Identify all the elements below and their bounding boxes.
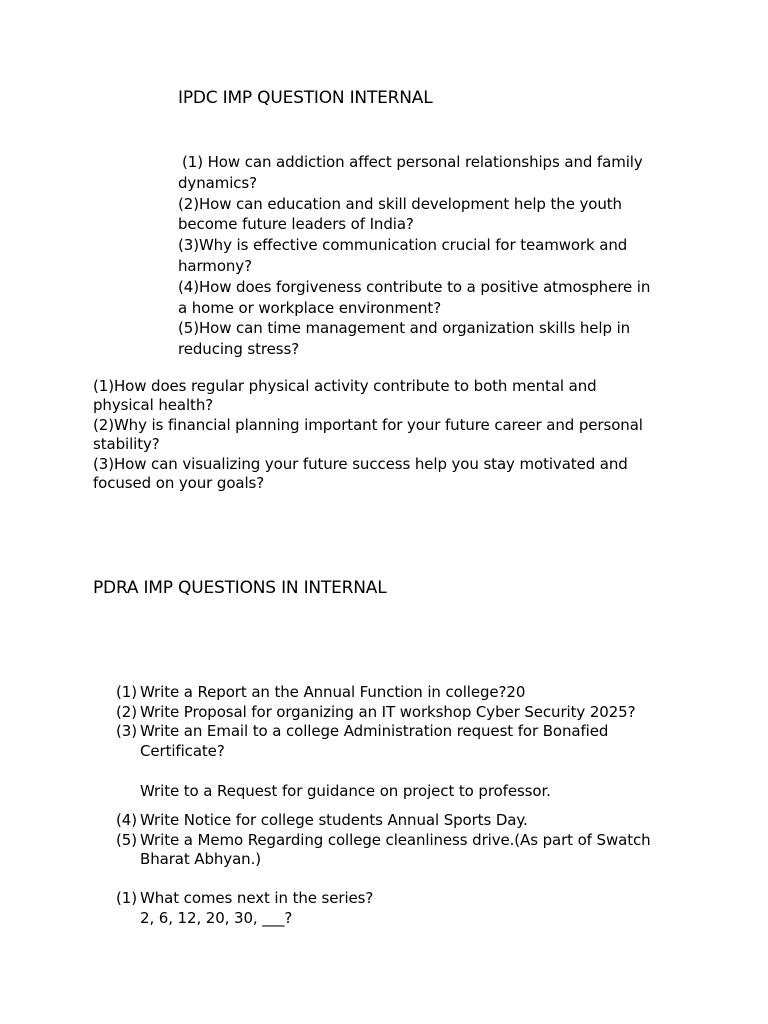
pdra-item-list-2 <box>116 811 716 870</box>
ipdc-question-3-line-2: harmony? <box>178 256 252 275</box>
ipdc-question-3-line-1: (3)Why is effective communication crucial for teamwork and <box>178 236 628 255</box>
pdra-item-4-text: Write Notice for college students Annual Sports Day. <box>140 811 528 829</box>
ipdc-more-question-3-number: (3) <box>93 454 114 473</box>
ipdc-question-1 <box>178 152 698 194</box>
pdra-item-4-number: (4) <box>116 811 137 829</box>
pdra-item-1-number: (1) <box>116 683 137 701</box>
ipdc-question-1-line-2: dynamics? <box>178 173 257 192</box>
ipdc-more-question-2-line-1: Why is financial planning important for your future career and personal <box>113 415 643 434</box>
ipdc-question-5 <box>178 318 698 360</box>
pdra-item-3 <box>116 722 716 761</box>
series-number: (1) <box>116 889 137 907</box>
pdra-item-2-text: Write Proposal for organizing an IT workshop Cyber Security 2025? <box>140 702 636 721</box>
pdra-item-list <box>116 683 716 761</box>
series-question <box>116 889 716 928</box>
pdra-item-2 <box>116 703 716 723</box>
pdra-item-1 <box>116 683 716 703</box>
series-question-text: What comes next in the series? <box>140 889 374 907</box>
ipdc-more-question-3-line-1: How can visualizing your future success help you stay motivated and <box>113 454 628 473</box>
ipdc-more-question-1-number: (1) <box>93 377 114 395</box>
pdra-extra-note: Write to a Request for guidance on project to professor. <box>140 782 551 800</box>
ipdc-more-question-2 <box>93 416 693 455</box>
pdra-item-3-number: (3) <box>116 722 137 741</box>
ipdc-more-question-2-line-2: stability? <box>93 435 160 454</box>
ipdc-question-4-line-2: a home or workplace environment? <box>178 298 442 317</box>
ipdc-question-4-line-1: (4)How does forgiveness contribute to a positive atmosphere in <box>178 277 651 296</box>
series-sequence: 2, 6, 12, 20, 30, ___? <box>140 908 293 927</box>
ipdc-more-question-2-number: (2) <box>93 415 114 434</box>
ipdc-question-list <box>178 152 698 360</box>
ipdc-question-2-line-1: (2)How can education and skill development help the youth <box>178 194 622 213</box>
pdra-item-3-line-2: Certificate? <box>140 741 225 760</box>
pdra-item-1-text: Write a Report an the Annual Function in college?20 <box>140 683 526 701</box>
ipdc-question-4 <box>178 277 698 319</box>
ipdc-title: IPDC IMP QUESTION INTERNAL <box>178 88 433 108</box>
ipdc-more-question-list <box>93 377 693 493</box>
pdra-item-2-number: (2) <box>116 702 137 721</box>
pdra-item-5-line-1: Write a Memo Regarding college cleanliness drive.(As part of Swatch <box>140 830 651 849</box>
pdra-title: PDRA IMP QUESTIONS IN INTERNAL <box>93 578 387 598</box>
ipdc-question-2 <box>178 194 698 236</box>
pdra-item-5-number: (5) <box>116 830 137 849</box>
ipdc-more-question-3 <box>93 455 693 494</box>
pdra-item-4 <box>116 811 716 831</box>
series-item <box>116 889 716 928</box>
ipdc-question-2-line-2: become future leaders of India? <box>178 215 414 234</box>
pdra-item-3-line-1: Write an Email to a college Administration request for Bonafied <box>140 722 609 741</box>
ipdc-more-question-3-line-2: focused on your goals? <box>93 474 265 493</box>
pdra-item-5-line-2: Bharat Abhyan.) <box>140 850 261 869</box>
ipdc-question-5-line-1: (5)How can time management and organization skills help in <box>178 319 631 338</box>
ipdc-question-3 <box>178 235 698 277</box>
ipdc-question-1-line-1: (1) How can addiction affect personal relationships and family <box>182 153 643 171</box>
ipdc-question-5-line-2: reducing stress? <box>178 340 300 359</box>
ipdc-more-question-1-line-2: physical health? <box>93 396 214 415</box>
ipdc-more-question-1 <box>93 377 693 416</box>
ipdc-more-question-1-line-1: How does regular physical activity contribute to both mental and <box>113 377 597 395</box>
pdra-item-5 <box>116 831 716 870</box>
